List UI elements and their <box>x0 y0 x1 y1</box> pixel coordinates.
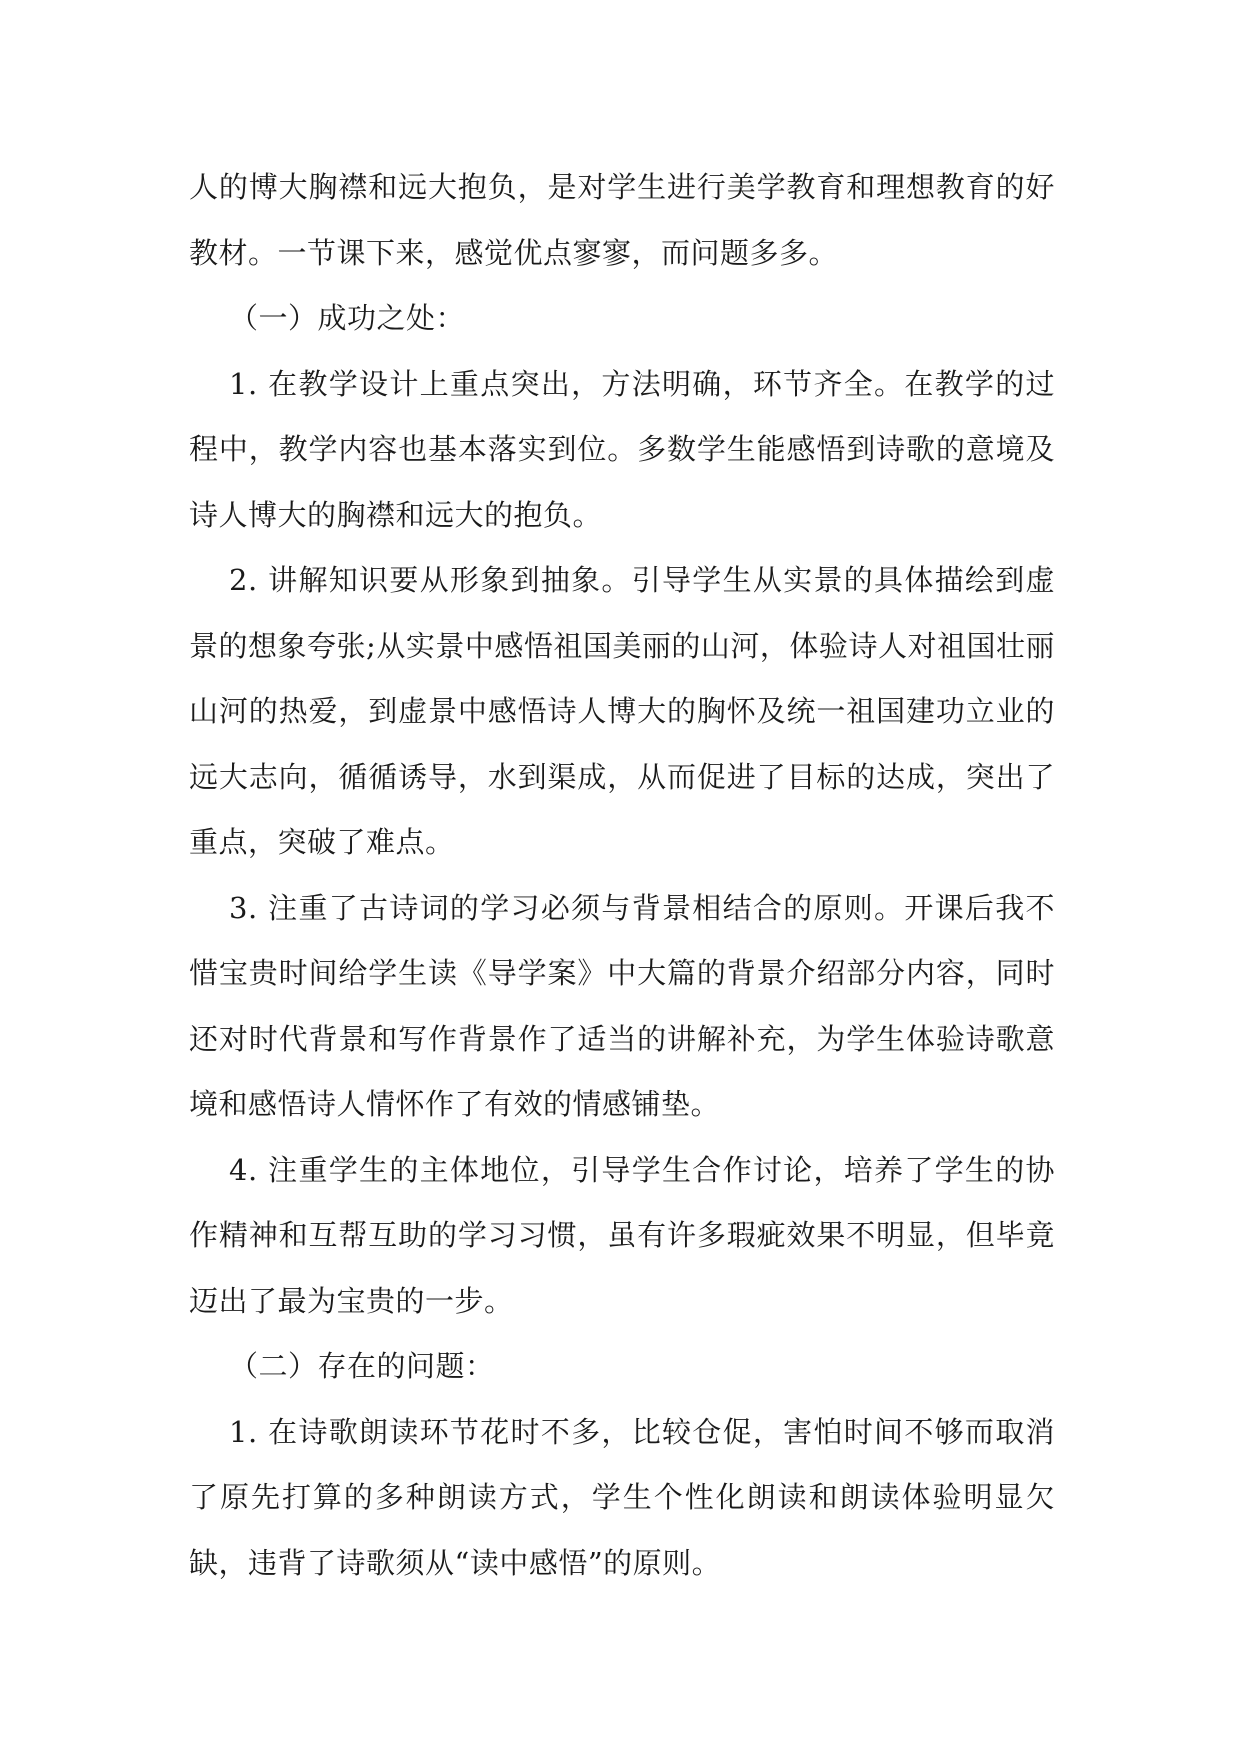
success-item-1: 1. 在教学设计上重点突出，方法明确，环节齐全。在教学的过程中，教学内容也基本落实到位。多数学生能感悟到诗歌的意境及诗人博大的胸襟和远大的抱负。 <box>189 366 1055 532</box>
success-item-2: 2. 讲解知识要从形象到抽象。引导学生从实景的具体描绘到虚景的想象夸张;从实景中感悟祖国美丽的山河，体验诗人对祖国壮丽山河的热爱，到虚景中感悟诗人博大的胸怀及统一祖国建功立业的远大志向，循循诱导，水到渠成，从而促进了目标的达成，突出了重点，突破了难点。 <box>189 563 1055 859</box>
section-heading-problems: （二）存在的问题： <box>229 1349 495 1383</box>
success-item-3: 3. 注重了古诗词的学习必须与背景相结合的原则。开课后我不惜宝贵时间给学生读《导学案》中大篇的背景介绍部分内容，同时还对时代背景和写作背景作了适当的讲解补充，为学生体验诗歌意境和感悟诗人情怀作了有效的情感铺垫。 <box>189 890 1055 1121</box>
paragraph-continuation: 人的博大胸襟和远大抱负，是对学生进行美学教育和理想教育的好教材。一节课下来，感觉优点寥寥，而问题多多。 <box>189 170 1055 270</box>
section-heading-successes: （一）成功之处： <box>229 301 466 335</box>
problem-item-1: 1. 在诗歌朗读环节花时不多，比较仓促，害怕时间不够而取消了原先打算的多种朗读方式，学生个性化朗读和朗读体验明显欠缺，违背了诗歌须从“读中感悟”的原则。 <box>189 1414 1055 1580</box>
document-body <box>189 155 1055 1596</box>
success-item-4: 4. 注重学生的主体地位，引导学生合作讨论，培养了学生的协作精神和互帮互助的学习习惯，虽有许多瑕疵效果不明显，但毕竟迈出了最为宝贵的一步。 <box>189 1152 1055 1318</box>
